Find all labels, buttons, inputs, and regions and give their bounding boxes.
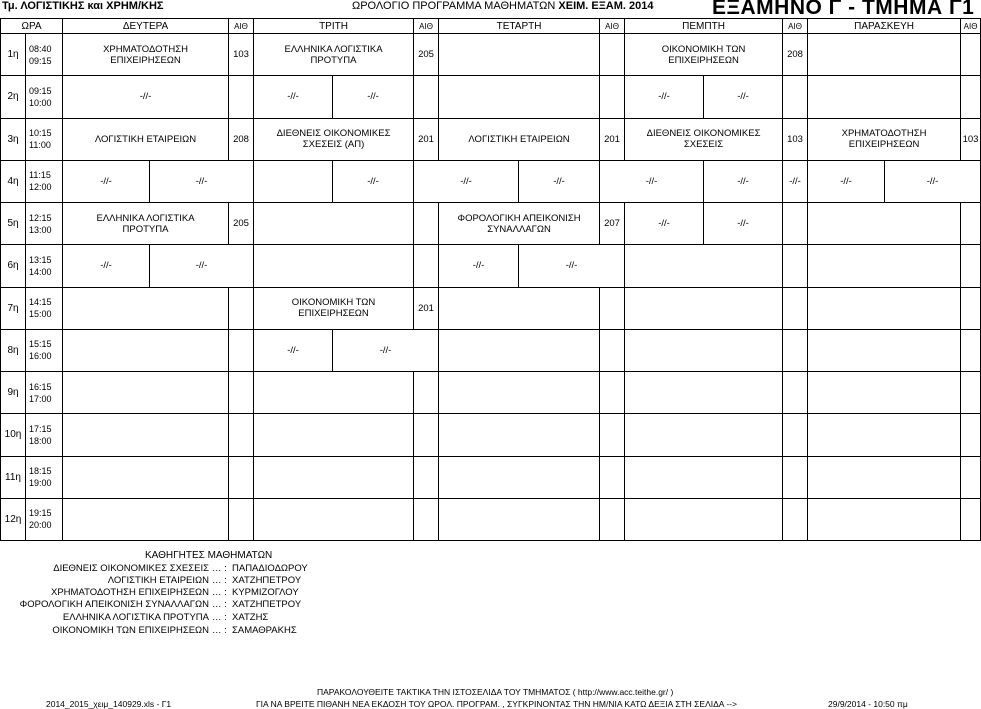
subject-line: ΠΡΟΤΥΠΑ	[310, 54, 357, 66]
professor-separator: … :	[212, 599, 227, 610]
empty-cell	[808, 245, 961, 287]
empty-room	[961, 372, 981, 414]
period-label: 7η	[1, 287, 26, 329]
empty-cell	[439, 329, 600, 371]
period-end: 14:00	[29, 266, 52, 277]
empty-cell	[808, 287, 961, 329]
empty-room	[600, 34, 625, 76]
empty-cell	[439, 498, 600, 540]
period-row	[1, 203, 981, 245]
empty-cell	[63, 287, 229, 329]
period-label: 9η	[1, 372, 26, 414]
subject-line: ΠΡΟΤΥΠΑ	[122, 223, 169, 235]
repeat-mark: -//-	[333, 76, 414, 118]
subject-line: ΣΧΕΣΕΙΣ (ΑΠ)	[302, 139, 365, 151]
class-cell	[63, 203, 229, 245]
empty-cell	[63, 329, 229, 371]
period-end: 19:00	[29, 478, 52, 489]
class-cell	[254, 34, 414, 76]
room-number: 208	[783, 34, 808, 76]
room-header: ΑΙΘ	[961, 19, 981, 34]
class-cell: ΛΟΓΙΣΤΙΚΗ ΕΤΑΙΡΕΙΩΝ	[63, 118, 229, 160]
repeat-mark: -//-	[63, 76, 229, 118]
repeat-mark: -//-	[704, 160, 783, 202]
period-label: 8η	[1, 329, 26, 371]
period-row	[1, 118, 981, 160]
repeat-mark: -//-	[704, 76, 783, 118]
empty-cell	[254, 414, 414, 456]
subject-line: ΕΛΛΗΝΙΚΑ ΛΟΓΙΣΤΙΚΑ	[284, 43, 383, 55]
period-time	[26, 203, 63, 245]
empty-room	[600, 372, 625, 414]
class-cell	[808, 118, 961, 160]
empty-room	[229, 372, 254, 414]
period-end: 10:00	[29, 97, 52, 108]
subject-line: ΕΠΙΧΕΙΡΗΣΕΩΝ	[298, 308, 369, 320]
professor-row	[0, 599, 960, 611]
professor-course: ΦΟΡΟΛΟΓΙΚΗ ΑΠΕΙΚΟΝΙΣΗ ΣΥΝΑΛΛΑΓΩΝ	[19, 599, 209, 610]
empty-room	[600, 329, 625, 371]
professor-row	[0, 575, 960, 587]
empty-room	[961, 34, 981, 76]
room-header: ΑΙΘ	[783, 19, 808, 34]
subject-line: ΕΠΙΧΕΙΡΗΣΕΩΝ	[848, 139, 920, 151]
semester-section-title: ΕΞΑΜΗΝΟ Γ - ΤΜΗΜΑ Γ1	[712, 0, 975, 19]
day-header-row	[1, 19, 981, 34]
class-cell	[63, 34, 229, 76]
time-column-header: ΩΡΑ	[1, 19, 63, 34]
period-row	[1, 76, 981, 118]
room-number: 103	[783, 118, 808, 160]
period-end: 17:00	[29, 393, 52, 404]
period-start: 15:15	[29, 339, 52, 350]
professor-course: ΧΡΗΜΑΤΟΔΟΤΗΣΗ ΕΠΙΧΕΙΡΗΣΕΩΝ	[51, 587, 209, 598]
room-header: ΑΙΘ	[414, 19, 439, 34]
repeat-mark: -//-	[150, 160, 254, 202]
period-label: 10η	[1, 414, 26, 456]
repeat-mark: -//-	[63, 245, 150, 287]
schedule-term: ΧΕΙΜ. ΕΞΑΜ. 2014	[558, 0, 654, 12]
empty-room	[961, 498, 981, 540]
room-number: 208	[229, 118, 254, 160]
empty-room	[600, 456, 625, 498]
empty-room	[783, 456, 808, 498]
empty-cell	[63, 414, 229, 456]
empty-cell	[625, 372, 783, 414]
period-time	[26, 118, 63, 160]
room-header: ΑΙΘ	[600, 19, 625, 34]
empty-cell	[439, 287, 600, 329]
period-row	[1, 372, 981, 414]
subject-line: ΦΟΡΟΛΟΓΙΚΗ ΑΠΕΙΚΟΝΙΣΗ	[457, 212, 581, 224]
schedule-title	[352, 0, 654, 12]
empty-cell	[625, 456, 783, 498]
period-time	[26, 160, 63, 202]
period-label: 1η	[1, 34, 26, 76]
period-time	[26, 456, 63, 498]
professor-separator: … :	[212, 612, 227, 623]
timetable	[0, 18, 981, 541]
empty-cell	[254, 245, 414, 287]
period-label: 5η	[1, 203, 26, 245]
empty-room	[414, 456, 439, 498]
empty-room	[229, 76, 254, 118]
period-row	[1, 414, 981, 456]
class-cell: ΛΟΓΙΣΤΙΚΗ ΕΤΑΙΡΕΙΩΝ	[439, 118, 600, 160]
repeat-mark: -//-	[625, 76, 704, 118]
professor-separator: … :	[212, 625, 227, 636]
empty-room	[600, 498, 625, 540]
professor-row	[0, 612, 960, 624]
period-row	[1, 34, 981, 76]
empty-cell	[439, 372, 600, 414]
empty-room	[961, 329, 981, 371]
subject-line: ΕΠΙΧΕΙΡΗΣΕΩΝ	[668, 54, 739, 66]
period-time	[26, 76, 63, 118]
empty-room	[414, 372, 439, 414]
class-cell	[254, 287, 414, 329]
empty-cell	[63, 456, 229, 498]
empty-room	[229, 414, 254, 456]
room-number: 201	[414, 118, 439, 160]
period-label: 4η	[1, 160, 26, 202]
empty-room	[783, 203, 808, 245]
empty-cell	[625, 414, 783, 456]
empty-room	[961, 245, 981, 287]
repeat-mark: -//-	[625, 203, 704, 245]
empty-cell	[439, 414, 600, 456]
empty-room	[414, 76, 439, 118]
subject-line: ΕΠΙΧΕΙΡΗΣΕΩΝ	[110, 54, 181, 66]
class-cell	[625, 34, 783, 76]
period-time	[26, 414, 63, 456]
professor-name: ΧΑΤΖΗΣ	[232, 612, 269, 623]
empty-cell	[254, 498, 414, 540]
professor-course: ΕΛΛΗΝΙΚΑ ΛΟΓΙΣΤΙΚΑ ΠΡΟΤΥΠΑ	[62, 612, 209, 623]
period-end: 15:00	[29, 309, 52, 320]
day-header-wednesday: ΤΕΤΑΡΤΗ	[439, 19, 600, 34]
room-number: 103	[229, 34, 254, 76]
period-start: 10:15	[29, 128, 52, 139]
repeat-mark: -//-	[333, 160, 414, 202]
empty-room	[229, 287, 254, 329]
period-end: 11:00	[29, 140, 51, 151]
empty-cell	[808, 456, 961, 498]
period-start: 13:15	[29, 254, 52, 265]
empty-room	[414, 498, 439, 540]
empty-room	[600, 414, 625, 456]
period-end: 20:00	[29, 520, 52, 531]
empty-cell	[625, 287, 783, 329]
empty-cell	[808, 76, 961, 118]
website-notice: ΠΑΡΑΚΟΛΟΥΘΕΙΤΕ ΤΑΚΤΙΚΑ ΤΗΝ ΙΣΤΟΣΕΛΙΔΑ ΤΟΥ ΤΜΗΜΑΤΟΣ ( http://www.acc.teithe.gr/ )	[317, 687, 674, 697]
subject-line: ΔΙΕΘΝΕΙΣ ΟΙΚΟΝΟΜΙΚΕΣ	[646, 128, 761, 140]
empty-cell	[808, 414, 961, 456]
empty-cell	[625, 245, 783, 287]
repeat-mark: -//-	[885, 160, 981, 202]
empty-room	[961, 456, 981, 498]
repeat-mark: -//-	[600, 160, 704, 202]
empty-cell	[625, 329, 783, 371]
empty-cell	[254, 160, 333, 202]
period-time	[26, 498, 63, 540]
empty-room	[961, 203, 981, 245]
repeat-mark: -//-	[808, 160, 885, 202]
empty-room	[600, 287, 625, 329]
professors-title: ΚΑΘΗΓΗΤΕΣ ΜΑΘΗΜΑΤΩΝ	[145, 550, 273, 561]
class-cell	[439, 203, 600, 245]
file-name: 2014_2015_χειμ_140929.xls - Γ1	[46, 699, 172, 709]
room-number: 205	[414, 34, 439, 76]
empty-cell	[439, 76, 600, 118]
empty-room	[414, 245, 439, 287]
period-row	[1, 498, 981, 540]
professor-separator: … :	[212, 575, 227, 586]
repeat-mark: -//-	[150, 245, 254, 287]
empty-room	[783, 329, 808, 371]
empty-cell	[63, 372, 229, 414]
class-cell	[254, 118, 414, 160]
period-label: 3η	[1, 118, 26, 160]
period-label: 11η	[1, 456, 26, 498]
period-start: 12:15	[29, 212, 52, 223]
room-number: 201	[414, 287, 439, 329]
empty-cell	[625, 498, 783, 540]
period-time	[26, 34, 63, 76]
room-number: 103	[961, 118, 981, 160]
professor-row	[0, 587, 960, 599]
period-start: 18:15	[29, 466, 52, 477]
repeat-mark: -//-	[414, 160, 519, 202]
empty-room	[229, 329, 254, 371]
empty-cell	[808, 203, 961, 245]
professor-course: ΔΙΕΘΝΕΙΣ ΟΙΚΟΝΟΜΙΚΕΣ ΣΧΕΣΕΙΣ	[53, 563, 209, 574]
period-time	[26, 287, 63, 329]
period-label: 2η	[1, 76, 26, 118]
empty-room	[414, 414, 439, 456]
empty-room	[783, 414, 808, 456]
repeat-mark: -//-	[63, 160, 150, 202]
empty-room	[783, 498, 808, 540]
professor-name: ΧΑΤΖΗΠΕΤΡΟΥ	[232, 575, 302, 586]
empty-cell	[808, 329, 961, 371]
period-time	[26, 329, 63, 371]
period-start: 16:15	[29, 381, 52, 392]
room-header: ΑΙΘ	[229, 19, 254, 34]
repeat-mark: -//-	[333, 329, 439, 371]
period-row	[1, 456, 981, 498]
version-notice: ΓΙΑ ΝΑ ΒΡΕΙΤΕ ΠΙΘΑΝΗ ΝΕΑ ΕΚΔΟΣΗ ΤΟΥ ΩΡΟΛ. ΠΡΟΓΡΑΜ. , ΣΥΓΚΡΙΝΟΝΤΑΣ ΤΗΝ ΗΜ/ΝΙΑ ΚΑΤΩ ΔΕΞΙΑ ΣΤΗ ΣΕΛΙΔΑ -->	[256, 699, 737, 709]
repeat-mark: -//-	[783, 160, 808, 202]
empty-room	[600, 76, 625, 118]
repeat-mark: -//-	[254, 329, 333, 371]
repeat-mark: -//-	[439, 245, 519, 287]
repeat-mark: -//-	[519, 160, 600, 202]
period-row	[1, 329, 981, 371]
subject-line: ΟΙΚΟΝΟΜΙΚΗ ΤΩΝ	[291, 297, 376, 309]
period-time	[26, 372, 63, 414]
repeat-mark: -//-	[254, 76, 333, 118]
professor-course: ΛΟΓΙΣΤΙΚΗ ΕΤΑΙΡΕΙΩΝ	[107, 575, 209, 586]
professor-row	[0, 563, 960, 575]
professor-separator: … :	[212, 563, 227, 574]
period-row	[1, 160, 981, 202]
empty-room	[783, 287, 808, 329]
period-time	[26, 245, 63, 287]
period-start: 14:15	[29, 297, 52, 308]
room-number: 207	[600, 203, 625, 245]
repeat-mark: -//-	[704, 203, 783, 245]
professor-name: ΣΑΜΑΘΡΑΚΗΣ	[232, 625, 297, 636]
professor-course: ΟΙΚΟΝΟΜΙΚΗ ΤΩΝ ΕΠΙΧΕΙΡΗΣΕΩΝ	[52, 625, 209, 636]
day-header-monday: ΔΕΥΤΕΡΑ	[63, 19, 229, 34]
empty-cell	[254, 456, 414, 498]
document-header	[0, 0, 975, 19]
subject-line: ΧΡΗΜΑΤΟΔΟΤΗΣΗ	[841, 128, 927, 140]
period-start: 17:15	[29, 423, 52, 434]
subject-line: ΔΙΕΘΝΕΙΣ ΟΙΚΟΝΟΜΙΚΕΣ	[276, 128, 391, 140]
empty-room	[414, 203, 439, 245]
day-header-tuesday: ΤΡΙΤΗ	[254, 19, 414, 34]
professor-name: ΧΑΤΖΗΠΕΤΡΟΥ	[232, 599, 302, 610]
period-start: 19:15	[29, 508, 52, 519]
empty-room	[783, 245, 808, 287]
day-header-friday: ΠΑΡΑΣΚΕΥΗ	[808, 19, 961, 34]
empty-room	[229, 498, 254, 540]
period-start: 11:15	[29, 170, 51, 181]
empty-cell	[808, 34, 961, 76]
professor-separator: … :	[212, 587, 227, 598]
empty-cell	[254, 372, 414, 414]
empty-room	[961, 76, 981, 118]
empty-cell	[63, 498, 229, 540]
period-end: 12:00	[29, 182, 52, 193]
period-start: 09:15	[29, 85, 52, 96]
period-start: 08:40	[29, 43, 52, 54]
period-end: 18:00	[29, 435, 52, 446]
day-header-thursday: ΠΕΜΠΤΗ	[625, 19, 783, 34]
period-label: 12η	[1, 498, 26, 540]
professor-name: ΠΑΠΑΔΙΟΔΩΡΟΥ	[232, 563, 308, 574]
class-cell	[625, 118, 783, 160]
empty-room	[961, 414, 981, 456]
empty-room	[783, 372, 808, 414]
subject-line: ΧΡΗΜΑΤΟΔΟΤΗΣΗ	[103, 43, 188, 55]
department-name: Τμ. ΛΟΓΙΣΤΙΚΗΣ και ΧΡΗΜ/ΚΗΣ	[2, 0, 164, 12]
empty-cell	[808, 498, 961, 540]
period-end: 13:00	[29, 224, 52, 235]
period-end: 09:15	[29, 55, 52, 66]
subject-line: ΣΧΕΣΕΙΣ	[683, 139, 724, 151]
empty-cell	[439, 456, 600, 498]
period-row	[1, 245, 981, 287]
period-row	[1, 287, 981, 329]
empty-cell	[254, 203, 414, 245]
empty-cell	[439, 34, 600, 76]
empty-room	[783, 76, 808, 118]
subject-line: ΕΛΛΗΝΙΚΑ ΛΟΓΙΣΤΙΚΑ	[96, 212, 195, 224]
period-end: 16:00	[29, 351, 52, 362]
room-number: 205	[229, 203, 254, 245]
schedule-title-prefix: ΩΡΟΛΟΓΙΟ ΠΡΟΓΡΑΜΜΑ ΜΑΘΗΜΑΤΩΝ	[352, 0, 556, 12]
empty-room	[229, 456, 254, 498]
period-label: 6η	[1, 245, 26, 287]
subject-line: ΟΙΚΟΝΟΜΙΚΗ ΤΩΝ	[661, 43, 746, 55]
professor-name: ΚΥΡΜΙΖΟΓΛΟΥ	[232, 587, 299, 598]
empty-cell	[808, 372, 961, 414]
empty-room	[961, 287, 981, 329]
repeat-mark: -//-	[519, 245, 625, 287]
room-number: 201	[600, 118, 625, 160]
print-date: 29/9/2014 - 10:50 πμ	[828, 699, 908, 709]
professor-row	[0, 625, 960, 637]
subject-line: ΣΥΝΑΛΛΑΓΩΝ	[487, 223, 551, 235]
